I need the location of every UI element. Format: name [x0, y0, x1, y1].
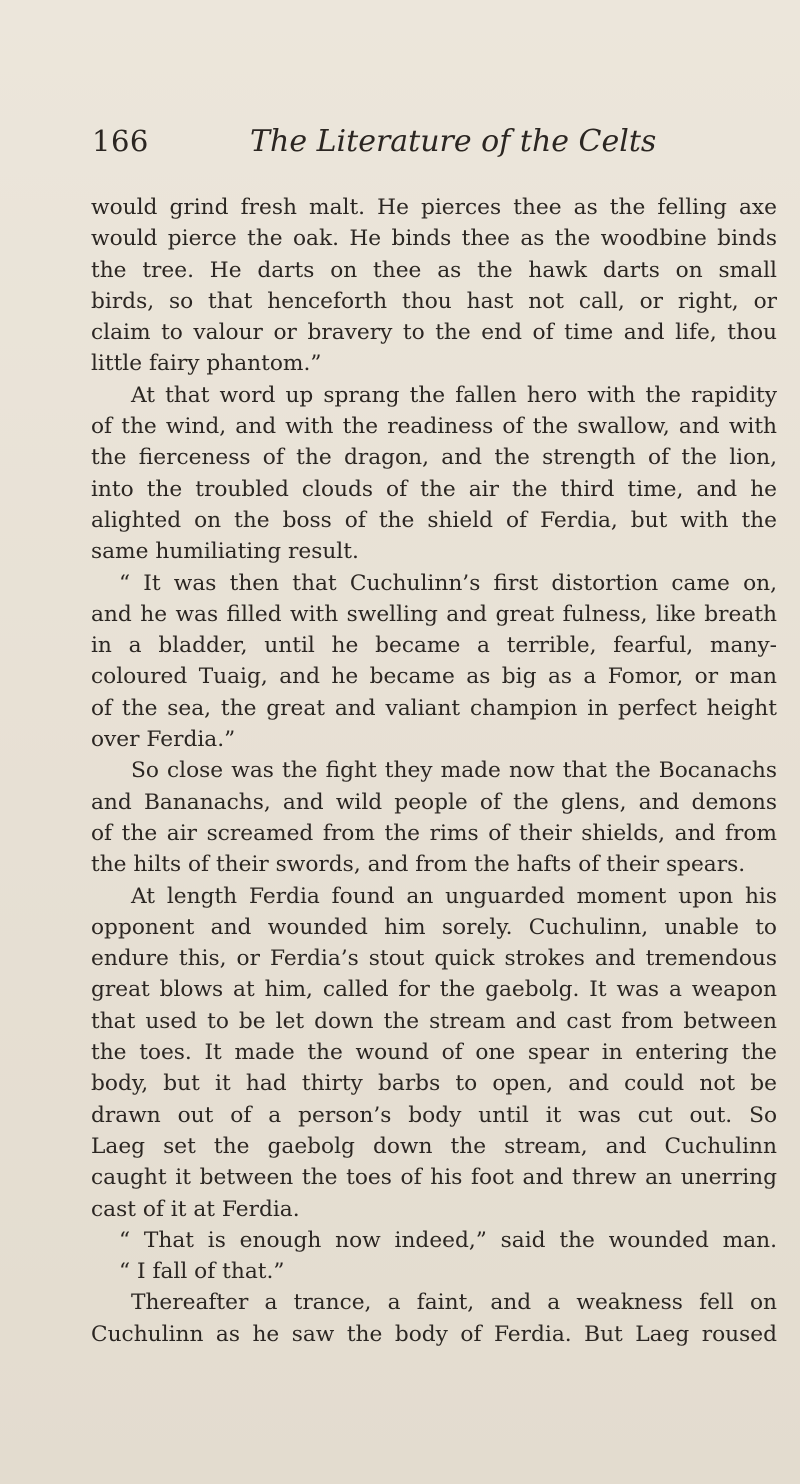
text-line: of the wind, and with the readiness of the swallow, and with — [91, 414, 777, 440]
text-line: over Ferdia.” — [91, 727, 236, 753]
text-line: little fairy phantom.” — [91, 351, 322, 377]
text-line: the hilts of their swords, and from the hafts of their spears. — [91, 852, 746, 878]
text-line: the toes. It made the wound of one spear in entering the — [91, 1040, 777, 1066]
text-line: “ I fall of that.” — [119, 1259, 285, 1285]
text-line: of the air screamed from the rims of their shields, and from — [91, 820, 777, 846]
text-line: drawn out of a person’s body until it was cut out. So — [91, 1102, 777, 1128]
text-line: would pierce the oak. He binds thee as the woodbine binds — [91, 226, 777, 252]
text-line: in a bladder, until he became a terrible, fearful, many- — [91, 633, 777, 659]
text-line: great blows at him, called for the gaebolg. It was a weapon — [91, 977, 777, 1003]
text-line: the tree. He darts on thee as the hawk darts on small — [91, 257, 777, 283]
text-line: At that word up sprang the fallen hero with the rapidity — [131, 382, 777, 408]
text-line: that used to be let down the stream and cast from between — [91, 1008, 777, 1034]
text-line: endure this, or Ferdia’s stout quick strokes and tremendous — [91, 946, 777, 972]
text-line: “ That is enough now indeed,” said the wounded man. — [119, 1227, 777, 1253]
text-line: caught it between the toes of his foot and threw an unerring — [91, 1165, 777, 1191]
text-line: into the troubled clouds of the air the third time, and he — [91, 476, 777, 502]
text-line: same humiliating result. — [91, 539, 359, 565]
text-line: Thereafter a trance, a faint, and a weakness fell on — [131, 1290, 777, 1316]
text-line: would grind fresh malt. He pierces thee as the felling axe — [91, 195, 777, 220]
text-line: Laeg set the gaebolg down the stream, and Cuchulinn — [91, 1133, 777, 1159]
text-line: cast of it at Ferdia. — [91, 1196, 300, 1222]
page-number: 166 — [92, 124, 149, 158]
text-line: claim to valour or bravery to the end of time and life, thou — [91, 320, 777, 346]
page-header — [92, 124, 772, 164]
running-title: The Literature of the Celts — [250, 124, 657, 159]
text-line: and Bananachs, and wild people of the glens, and demons — [91, 789, 777, 815]
text-line: “ It was then that Cuchulinn’s first distortion came on, — [119, 570, 777, 596]
text-line: So close was the fight they made now that the Bocanachs — [131, 758, 777, 784]
text-line: coloured Tuaig, and he became as big as a Fomor, or man — [91, 664, 777, 690]
text-line: and he was filled with swelling and great fulness, like breath — [91, 601, 777, 627]
text-line: body, but it had thirty barbs to open, and could not be — [91, 1071, 777, 1097]
body-text — [91, 192, 777, 1350]
text-line: Cuchulinn as he saw the body of Ferdia. But Laeg roused — [91, 1321, 777, 1347]
text-line: birds, so that henceforth thou hast not call, or right, or — [91, 288, 777, 314]
text-line: At length Ferdia found an unguarded moment upon his — [131, 883, 777, 909]
text-line: alighted on the boss of the shield of Ferdia, but with the — [91, 507, 777, 533]
text-line: of the sea, the great and valiant champion in perfect height — [91, 695, 777, 721]
text-line: the fierceness of the dragon, and the strength of the lion, — [91, 445, 777, 471]
text-line: opponent and wounded him sorely. Cuchulinn, unable to — [91, 914, 777, 940]
